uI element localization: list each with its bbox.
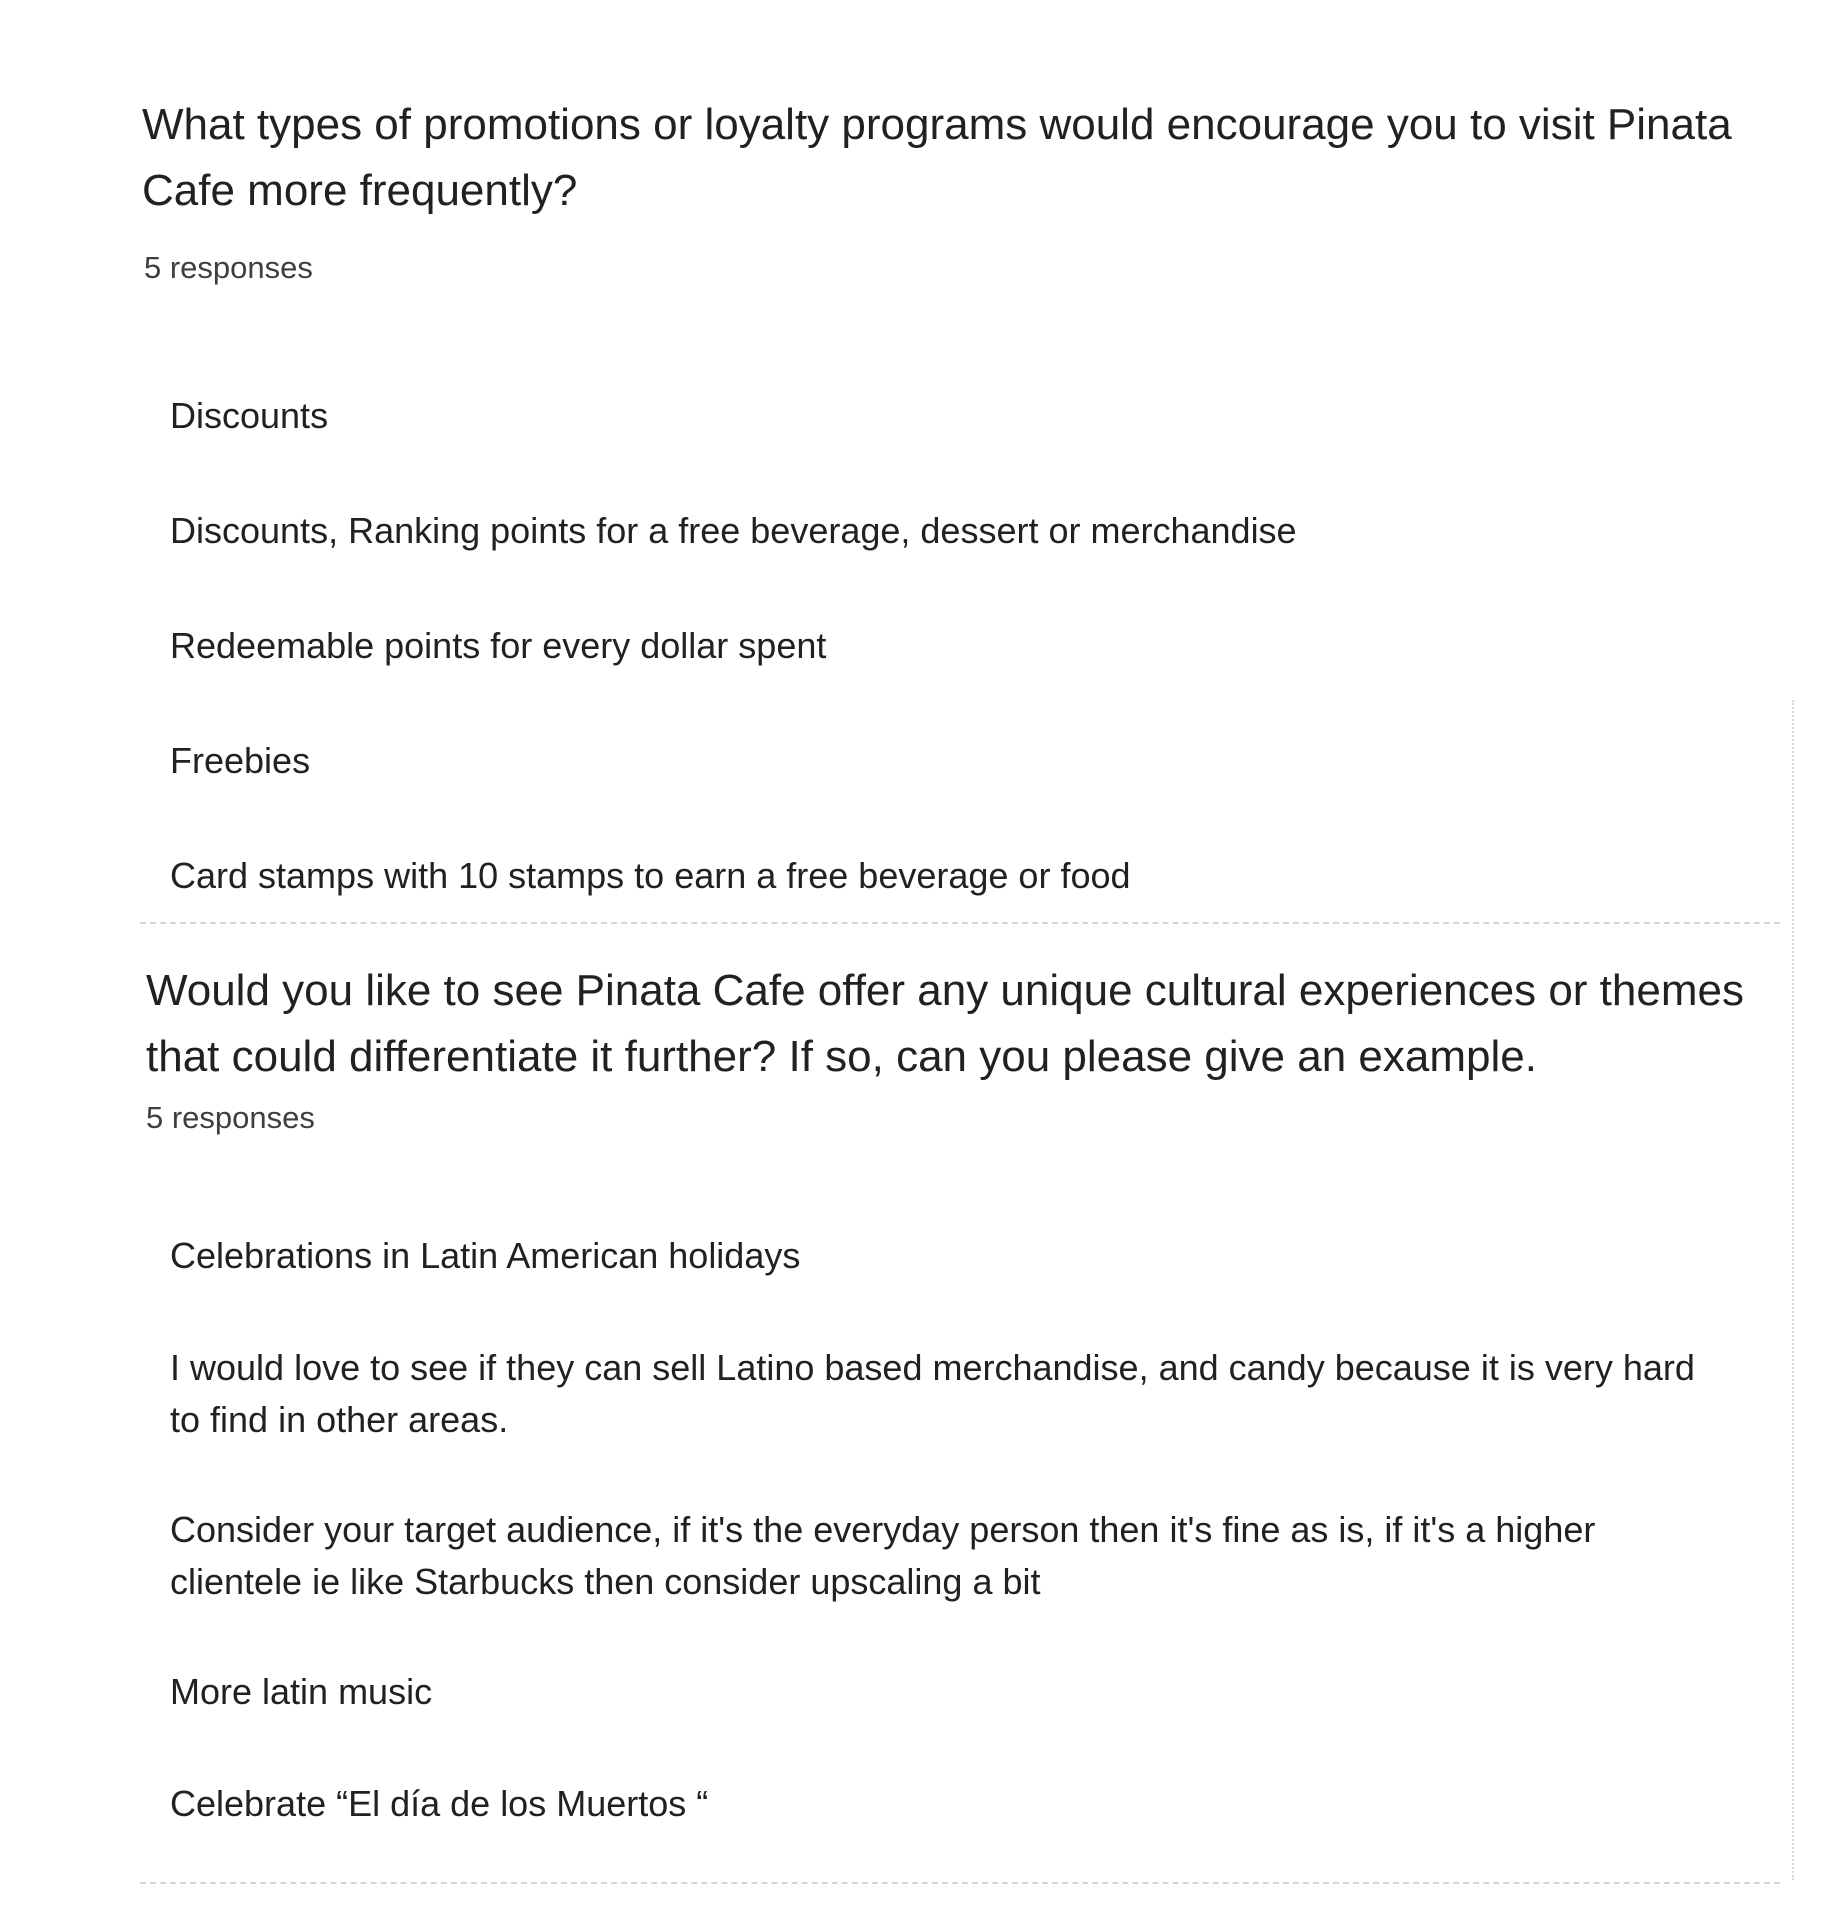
question-title: What types of promotions or loyalty programs would encourage you to visit Pinata Cafe more frequently?	[142, 100, 1732, 215]
card-divider	[140, 922, 1780, 924]
response-count: 5 responses	[144, 250, 313, 285]
card-right-border	[1792, 700, 1794, 1880]
response-item: Redeemable points for every dollar spent	[170, 625, 827, 666]
response-count: 5 responses	[146, 1100, 315, 1135]
response-item: Celebrations in Latin American holidays	[170, 1235, 801, 1276]
response-item: Card stamps with 10 stamps to earn a free beverage or food	[170, 855, 1131, 896]
response-item: Discounts, Ranking points for a free beverage, dessert or merchandise	[170, 510, 1297, 551]
response-list	[170, 390, 1730, 965]
question-card-cultural-experiences	[0, 930, 1842, 1890]
response-item: Freebies	[170, 740, 311, 781]
response-item: More latin music	[170, 1671, 433, 1712]
response-list	[170, 1230, 1730, 1830]
question-card-promotions	[0, 0, 1842, 930]
card-bottom-border	[140, 1882, 1780, 1884]
response-item: Consider your target audience, if it's the everyday person then it's fine as is, if it's a higher clientele ie like Starbucks then consider upscaling a bit	[170, 1509, 1596, 1602]
response-item: I would love to see if they can sell Latino based merchandise, and candy because it is very hard to find in other areas.	[170, 1347, 1695, 1440]
question-title: Would you like to see Pinata Cafe offer any unique cultural experiences or themes that could differentiate it further? If so, can you please give an example.	[146, 966, 1744, 1081]
response-item: Discounts	[170, 395, 329, 436]
response-item: Celebrate “El día de los Muertos “	[170, 1783, 709, 1824]
